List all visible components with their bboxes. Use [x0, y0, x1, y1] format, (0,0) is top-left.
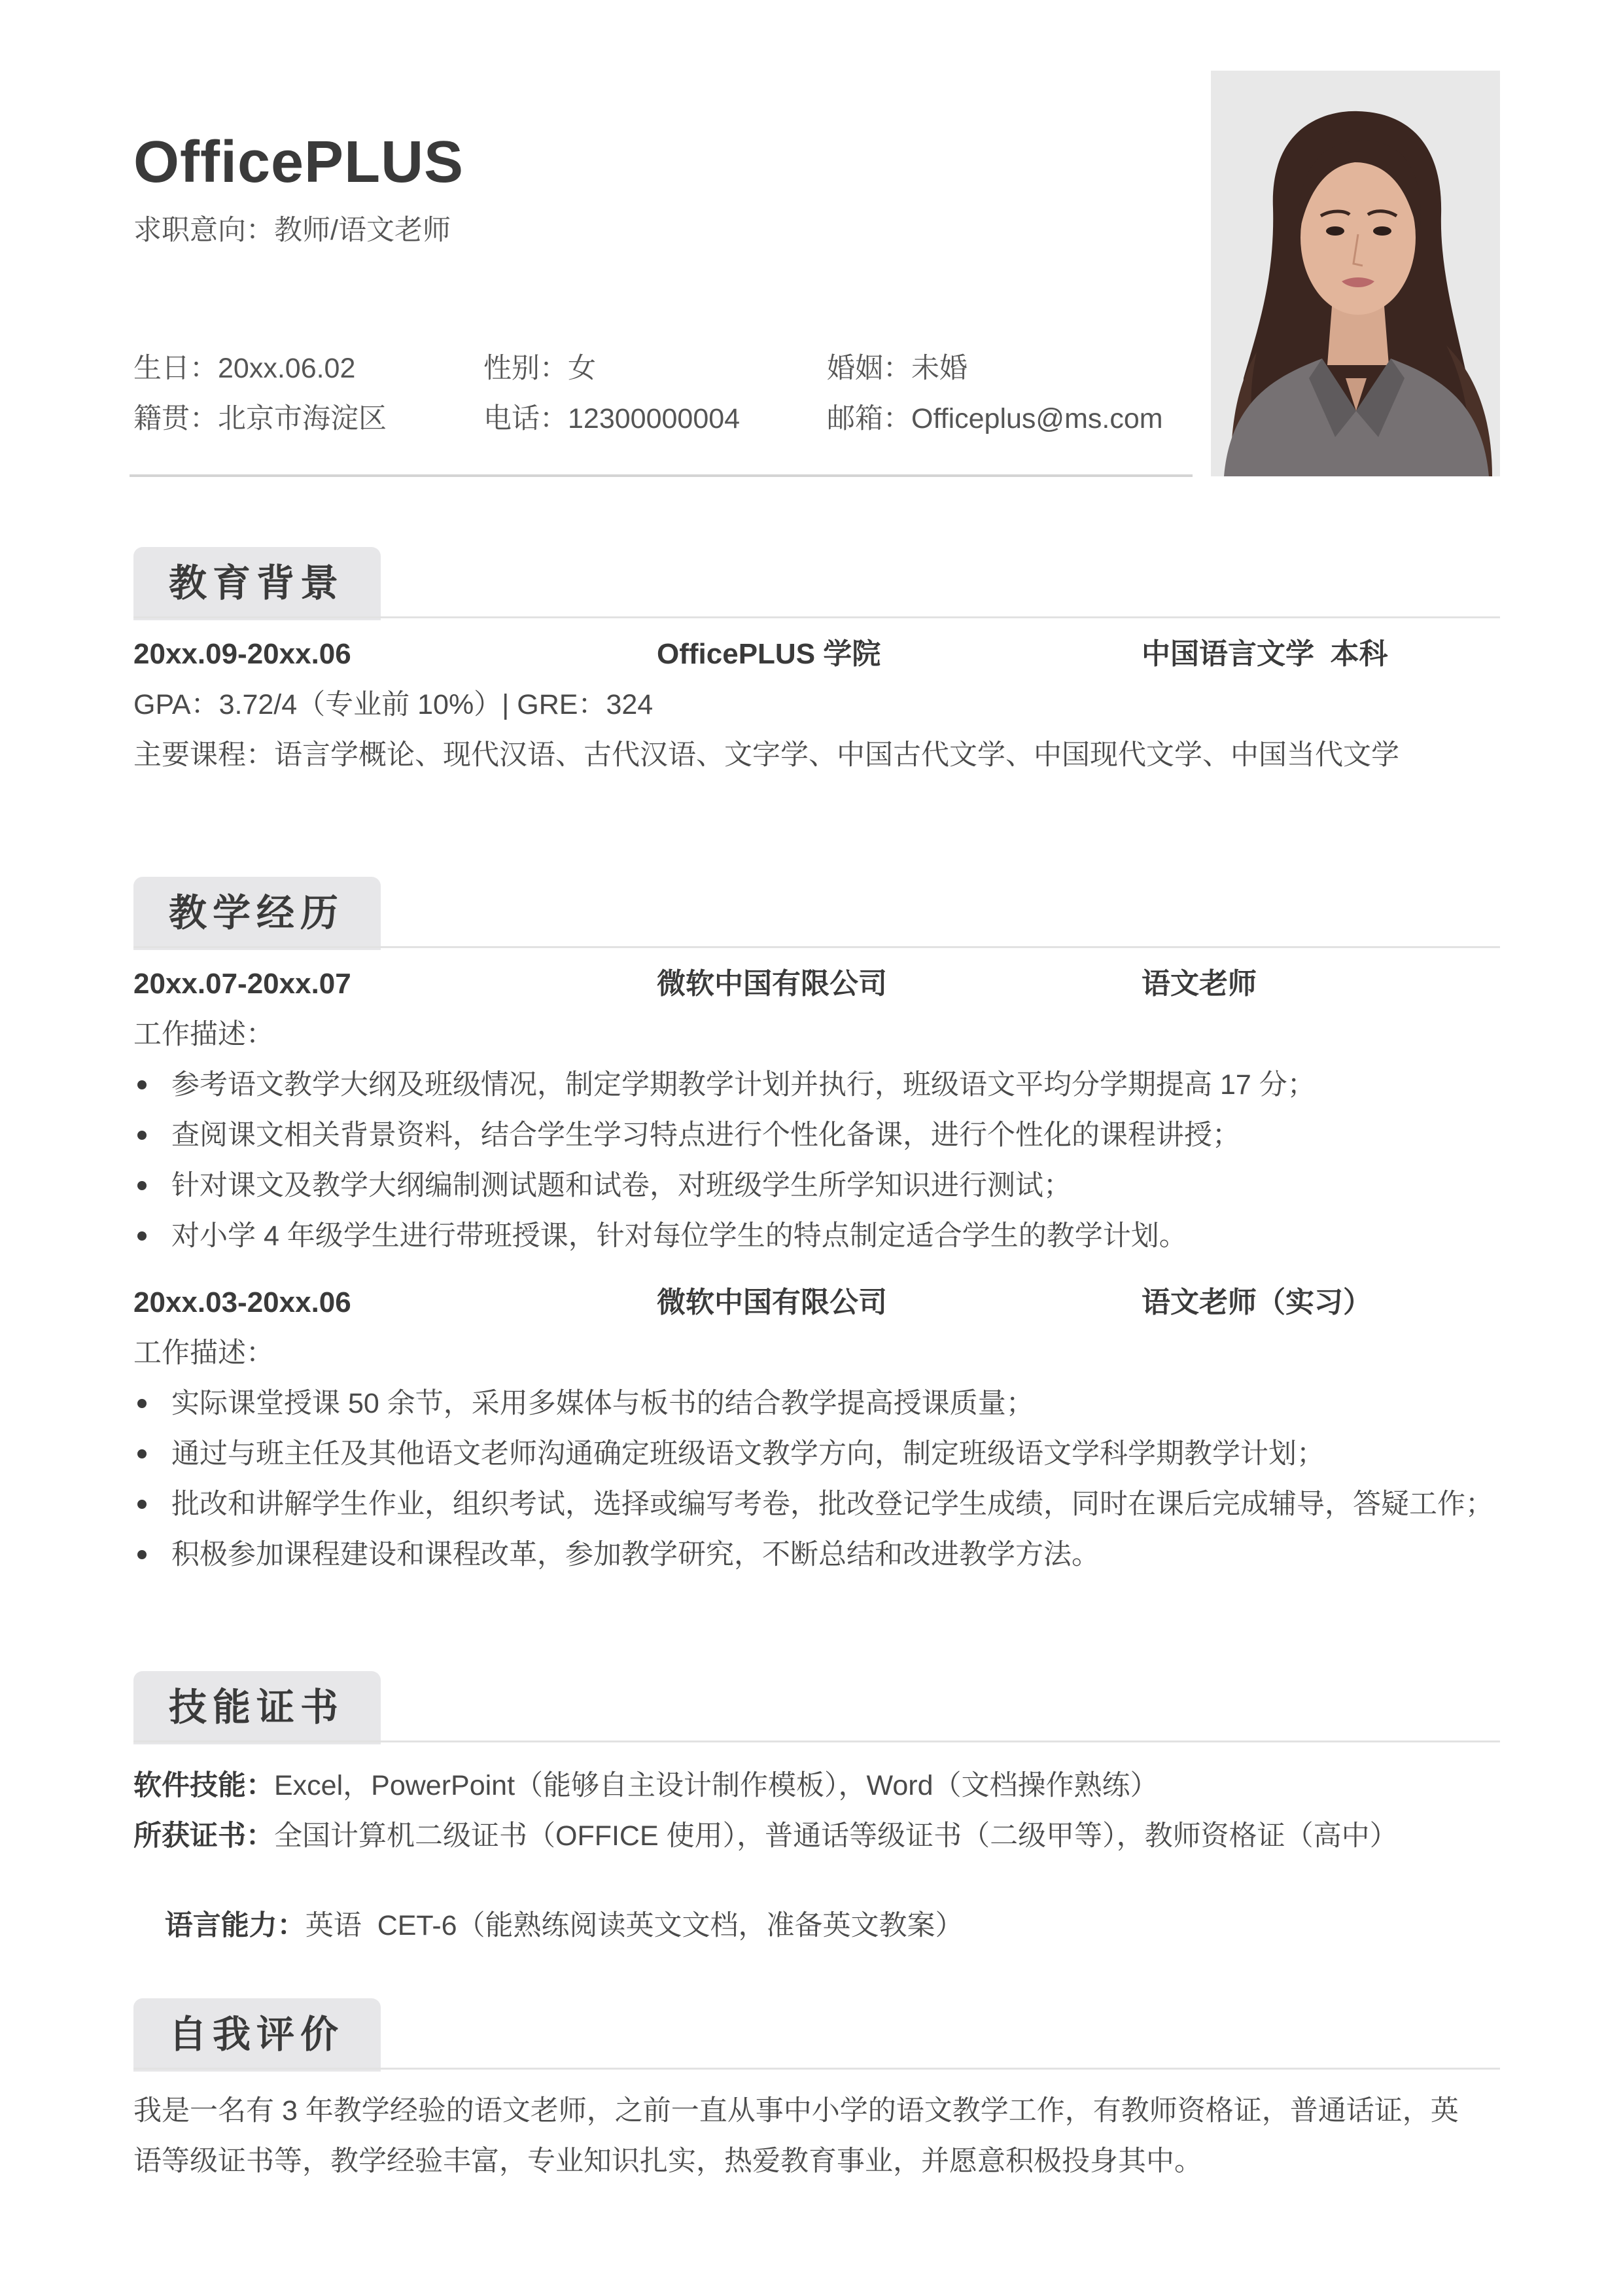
candidate-name: OfficePLUS — [133, 130, 464, 195]
skill-software-value: Excel，PowerPoint（能够自主设计制作模板），Word（文档操作熟练） — [274, 1770, 1159, 1801]
skill-language — [133, 1867, 964, 1985]
job-role: 语文老师（实习） — [1142, 1286, 1372, 1318]
section-divider-skills — [133, 1740, 1500, 1742]
job-bullet: 对小学 4 年级学生进行带班授课，针对每位学生的特点制定适合学生的教学计划。 — [171, 1220, 1187, 1252]
job-intent-value: 教师/语文老师 — [274, 215, 451, 246]
job-bullet: 通过与班主任及其他语文老师沟通确定班级语文教学方向，制定班级语文学科学期教学计划； — [171, 1438, 1325, 1470]
job-bullet: 积极参加课程建设和课程改革，参加教学研究，不断总结和改进教学方法。 — [171, 1539, 1100, 1570]
bullet-dot — [137, 1131, 147, 1140]
info-marital: 婚姻：未婚 — [827, 353, 968, 384]
job-role: 语文老师 — [1142, 968, 1257, 1000]
job-date: 20xx.03-20xx.06 — [133, 1286, 351, 1318]
edu-major: 中国语言文学 本科 — [1142, 638, 1388, 670]
bullet-dot — [137, 1550, 147, 1559]
edu-school: OfficePLUS 学院 — [657, 638, 881, 670]
skill-software-label: 软件技能： — [133, 1770, 274, 1801]
job-bullet: 批改和讲解学生作业，组织考试，选择或编写考卷，批改登记学生成绩，同时在课后完成辅导，答疑工作； — [171, 1489, 1493, 1520]
job-bullet: 针对课文及教学大纲编制测试题和试卷，对班级学生所学知识进行测试； — [171, 1170, 1072, 1201]
edu-courses: 主要课程：语言学概论、现代汉语、古代汉语、文字学、中国古代文学、中国现代文学、中国当代文学 — [133, 739, 1399, 771]
job-intent — [133, 211, 451, 250]
job-desc-label: 工作描述： — [133, 1019, 274, 1050]
skill-cert-value: 全国计算机二级证书（OFFICE 使用），普通话等级证书（二级甲等），教师资格证（高中） — [274, 1820, 1398, 1852]
bullet-dot — [137, 1399, 147, 1408]
job-bullet: 查阅课文相关背景资料，结合学生学习特点进行个性化备课，进行个性化的课程讲授； — [171, 1120, 1240, 1151]
job-bullet: 参考语文教学大纲及班级情况，制定学期教学计划并执行，班级语文平均分学期提高 17 分； — [171, 1069, 1316, 1101]
section-divider-experience — [133, 946, 1500, 948]
info-hometown: 籍贯：北京市海淀区 — [133, 403, 387, 434]
self-eval-line-2: 语等级证书等，教学经验丰富，专业知识扎实，热爱教育事业，并愿意积极投身其中。 — [133, 2146, 1202, 2177]
info-gender: 性别：女 — [483, 353, 596, 384]
skill-lang-label: 语言能力： — [164, 1910, 305, 1941]
skill-certificates — [133, 1816, 1398, 1856]
info-phone: 电话：12300000004 — [483, 403, 741, 434]
section-title-experience: 教学经历 — [169, 892, 345, 934]
skill-lang-value: 英语 CET-6（能熟练阅读英文文档，准备英文教案） — [305, 1910, 964, 1941]
section-divider-education — [133, 616, 1500, 618]
section-title-skills: 技能证书 — [169, 1686, 345, 1729]
skill-software — [133, 1766, 1159, 1805]
bullet-dot — [137, 1231, 147, 1241]
self-eval-line-1: 我是一名有 3 年教学经验的语文老师，之前一直从事中小学的语文教学工作，有教师资格证，普通话证，英 — [133, 2095, 1459, 2127]
section-title-education: 教育背景 — [169, 562, 345, 605]
profile-photo — [1211, 71, 1500, 476]
job-company: 微软中国有限公司 — [657, 1286, 887, 1318]
job-intent-label: 求职意向： — [133, 215, 274, 246]
job-date: 20xx.07-20xx.07 — [133, 968, 351, 1000]
info-birthday: 生日：20xx.06.02 — [133, 353, 356, 384]
skill-cert-label: 所获证书： — [133, 1820, 274, 1852]
job-desc-label: 工作描述： — [133, 1337, 274, 1369]
bullet-dot — [137, 1181, 147, 1190]
bullet-dot — [137, 1449, 147, 1458]
bullet-dot — [137, 1080, 147, 1089]
section-divider-self-eval — [133, 2068, 1500, 2070]
job-company: 微软中国有限公司 — [657, 968, 887, 1000]
info-email: 邮箱：Officeplus@ms.com — [827, 403, 1163, 434]
job-bullet: 实际课堂授课 50 余节，采用多媒体与板书的结合教学提高授课质量； — [171, 1388, 1034, 1419]
edu-date: 20xx.09-20xx.06 — [133, 638, 351, 670]
edu-gpa: GPA：3.72/4（专业前 10%）| GRE：324 — [133, 689, 654, 720]
section-title-self-eval: 自我评价 — [169, 2013, 345, 2056]
bullet-dot — [137, 1500, 147, 1509]
header-divider — [130, 474, 1193, 477]
